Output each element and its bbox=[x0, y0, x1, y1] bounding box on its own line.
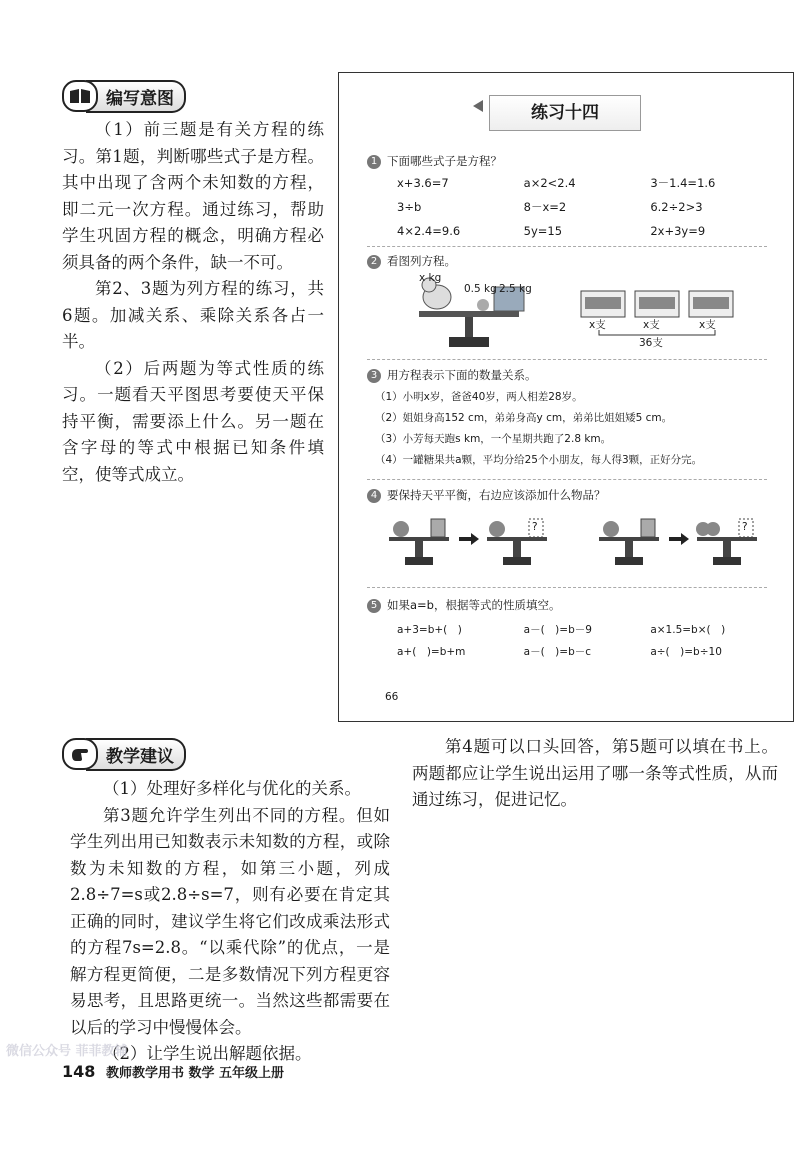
expression: 2x+3y=9 bbox=[650, 224, 706, 238]
open-book-icon bbox=[62, 80, 98, 112]
q3-items bbox=[375, 387, 785, 471]
question-number: 3 bbox=[367, 369, 381, 383]
triangle-left-icon bbox=[473, 97, 485, 109]
question-prompt: 用方程表示下面的数量关系。 bbox=[387, 368, 537, 382]
expression: x+3.6=7 bbox=[397, 176, 449, 190]
expression: 5y=15 bbox=[523, 224, 563, 238]
q3-item: （4）一罐糖果共a颗，平均分给25个小朋友，每人得3颗，正好分完。 bbox=[375, 454, 703, 466]
q3-item: （2）姐姐身高152 cm，弟弟身高y cm，弟弟比姐姐矮5 cm。 bbox=[375, 412, 673, 424]
box-label: x支 bbox=[699, 319, 716, 331]
question-prompt: 看图列方程。 bbox=[387, 254, 456, 268]
box-label: x支 bbox=[643, 319, 660, 331]
question-number: 2 bbox=[367, 255, 381, 269]
scale-label: x kg bbox=[419, 272, 442, 284]
section-title: 编写意图 bbox=[86, 80, 186, 113]
expression: a×2<2.4 bbox=[523, 176, 576, 190]
expression: 4×2.4=9.6 bbox=[397, 224, 461, 238]
fill-in-item: a－( )=b－9 bbox=[523, 624, 592, 636]
question-prompt: 如果a=b，根据等式的性质填空。 bbox=[387, 598, 561, 612]
watermark: 微信公众号 菲菲教辅 bbox=[6, 1044, 128, 1059]
question-mark: ? bbox=[742, 521, 748, 533]
textbook-page bbox=[338, 72, 794, 722]
hand-pointing-icon bbox=[62, 738, 98, 770]
fill-in-item: a－( )=b－c bbox=[523, 646, 592, 658]
q3-item: （1）小明x岁，爸爸40岁，两人相差28岁。 bbox=[375, 391, 583, 403]
expression: 8－x=2 bbox=[523, 200, 567, 214]
question-prompt: 要保持天平平衡，右边应该添加什么物品？ bbox=[387, 488, 606, 502]
question-prompt: 下面哪些式子是方程？ bbox=[387, 154, 502, 168]
pencil-boxes-illustration bbox=[579, 287, 779, 327]
section-header-intent bbox=[62, 80, 186, 112]
paragraph: 第4题可以口头回答，第5题可以填在书上。两题都应让学生说出运用了哪一条等式性质，从而通过练习，促进记忆。 bbox=[412, 737, 778, 809]
page-footer bbox=[62, 1062, 284, 1081]
page-number: 148 bbox=[62, 1062, 96, 1081]
total-label: 36支 bbox=[639, 337, 663, 349]
section-title: 教学建议 bbox=[86, 738, 186, 771]
exercise-title: 练习十四 bbox=[489, 95, 641, 131]
paragraph: 第2、3题为列方程的练习，共6题。加减关系、乘除关系各占一半。 bbox=[62, 279, 324, 351]
textbook-page-number: 66 bbox=[385, 691, 399, 703]
right-text bbox=[412, 734, 778, 814]
divider bbox=[367, 587, 767, 588]
book-title: 教师教学用书 数学 五年级上册 bbox=[105, 1066, 284, 1081]
scale-label: 2.5 kg bbox=[499, 283, 532, 295]
paragraph: 第3题允许学生列出不同的方程。但如学生列出用已知数表示未知数的方程，或除数为未知数的方程，如第三小题，列成2.8÷7=s或2.8÷s=7，则有必要在肯定其正确的同时，建议学生将它们改成乘法形式的方程7s=2.8。“以乘代除”的优点，一是解方程更简便，二是多数情况下列方程更容易思考，且思路更统一。当然这些都需要在以后的学习中慢慢体会。 bbox=[70, 805, 390, 1037]
fill-in-item: a×1.5=b×( ) bbox=[650, 624, 726, 636]
q1-expressions bbox=[397, 171, 777, 243]
expression: 3÷b bbox=[397, 200, 422, 214]
divider bbox=[367, 246, 767, 247]
divider bbox=[367, 479, 767, 480]
q3-item: （3）小芳每天跑s km，一个星期共跑了2.8 km。 bbox=[375, 433, 612, 445]
question-number: 5 bbox=[367, 599, 381, 613]
fill-in-item: a÷( )=b÷10 bbox=[650, 646, 722, 658]
paragraph: （1）前三题是有关方程的练习。第1题，判断哪些式子是方程。其中出现了含两个未知数的方程，即二元一次方程。通过练习，帮助学生巩固方程的概念，明确方程必须具备的两个条件，缺一不可。 bbox=[62, 120, 324, 272]
box-label: x支 bbox=[589, 319, 606, 331]
fill-in-item: a+( )=b+m bbox=[397, 646, 466, 658]
q5-items bbox=[397, 619, 777, 663]
paragraph: （2）让学生说出解题依据。 bbox=[103, 1044, 312, 1063]
paragraph: （1）处理好多样化与优化的关系。 bbox=[103, 779, 361, 798]
scale-label: 0.5 kg bbox=[464, 283, 497, 295]
intent-text bbox=[62, 117, 324, 488]
question-number: 1 bbox=[367, 155, 381, 169]
balance-scales-illustration bbox=[379, 511, 779, 571]
question-3 bbox=[367, 367, 537, 383]
fill-in-item: a+3=b+( ) bbox=[397, 624, 462, 636]
question-2 bbox=[367, 253, 456, 269]
expression: 3－1.4=1.6 bbox=[650, 176, 716, 190]
question-1 bbox=[367, 153, 502, 169]
question-5 bbox=[367, 597, 560, 613]
section-header-suggestions bbox=[62, 738, 186, 770]
expression: 6.2÷2>3 bbox=[650, 200, 703, 214]
question-4 bbox=[367, 487, 606, 503]
question-mark: ? bbox=[532, 521, 538, 533]
divider bbox=[367, 359, 767, 360]
paragraph: （2）后两题为等式性质的练习。一题看天平图思考要使天平保持平衡，需要添上什么。另一题在含字母的等式中根据已知条件填空，使等式成立。 bbox=[62, 358, 324, 484]
question-number: 4 bbox=[367, 489, 381, 503]
suggestions-text bbox=[70, 776, 390, 1068]
